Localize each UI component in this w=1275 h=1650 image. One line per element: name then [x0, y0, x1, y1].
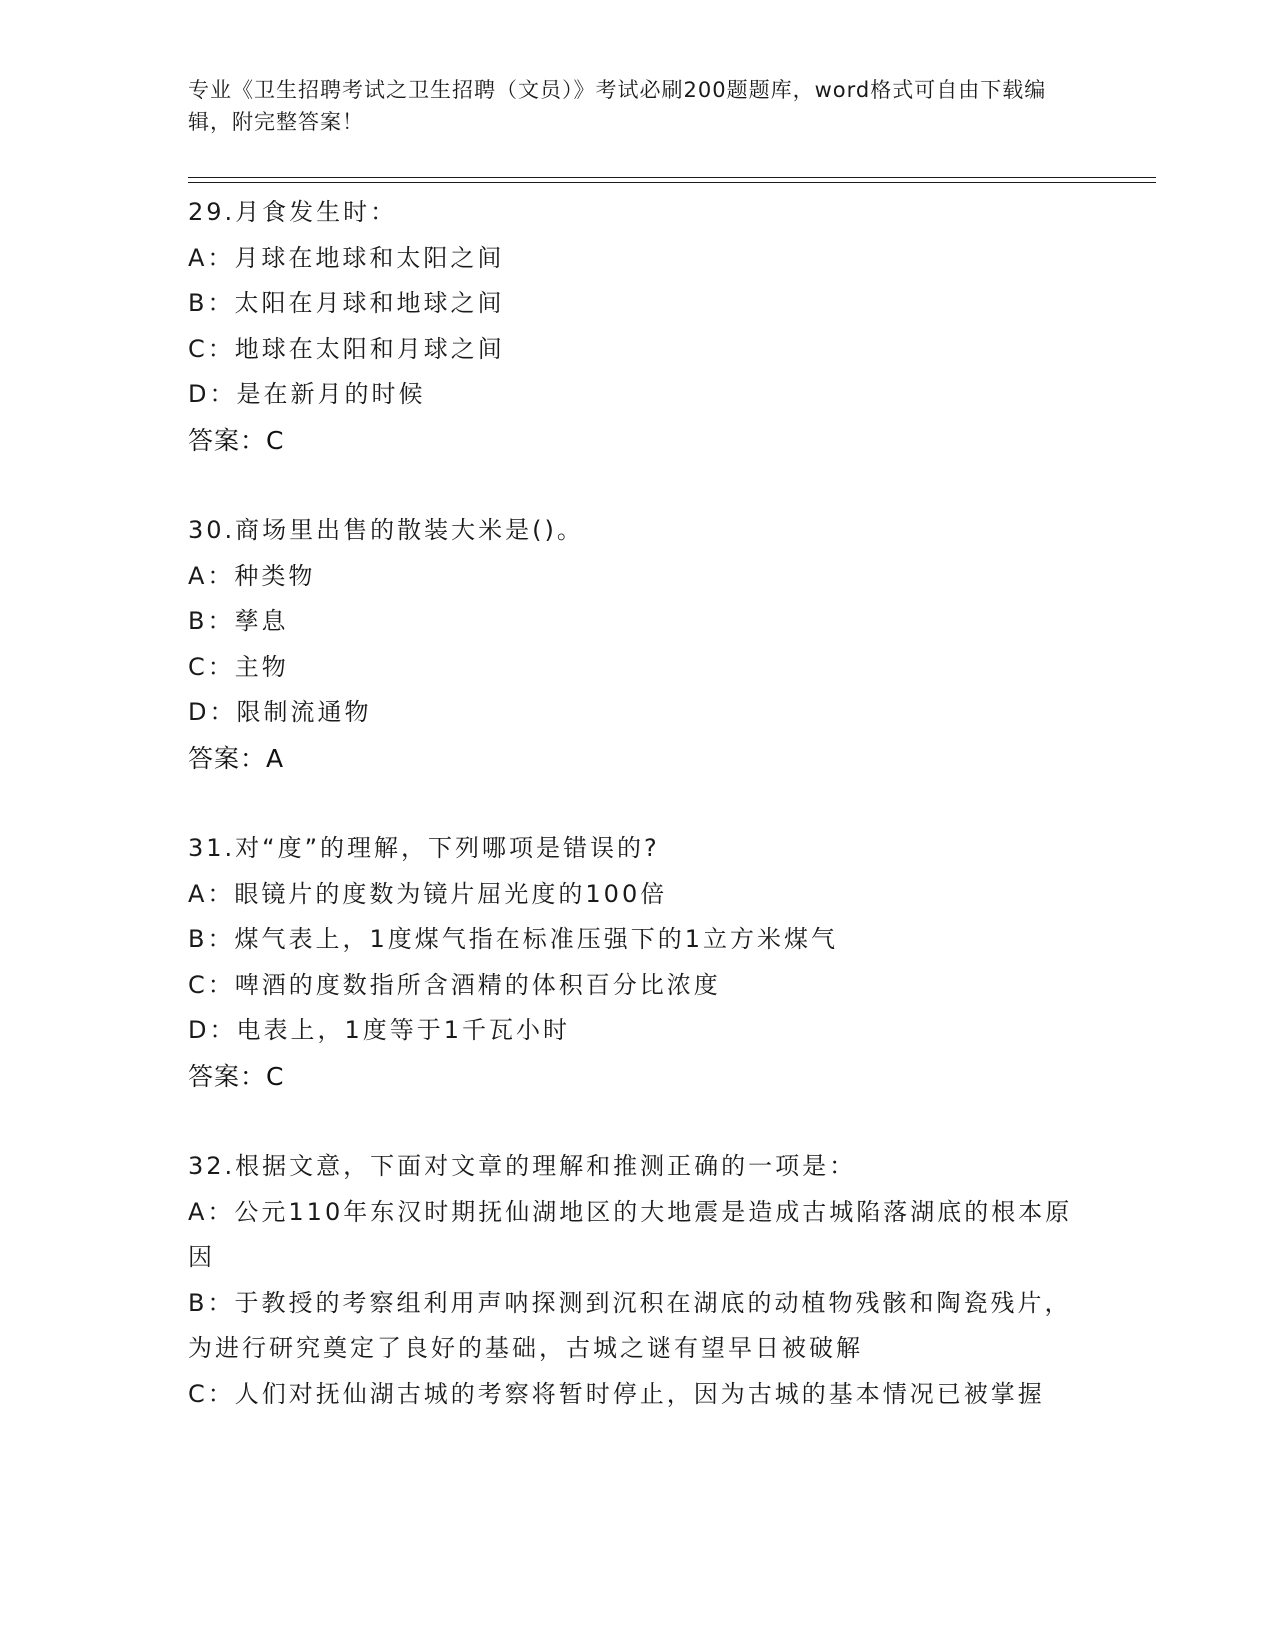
option-a: A：眼镜片的度数为镜片屈光度的100倍 [188, 879, 668, 908]
option-c: C：人们对抚仙湖古城的考察将暂时停止，因为古城的基本情况已被掌握 [188, 1379, 1045, 1408]
header-rule-top [188, 177, 1156, 178]
option-a: A：种类物 [188, 561, 316, 590]
header-rule-bottom [188, 182, 1156, 183]
answer-label: 答案：C [188, 1061, 285, 1091]
option-d: D：是在新月的时候 [188, 380, 426, 408]
question-stem: 31.对“度”的理解，下列哪项是错误的? [188, 834, 660, 862]
option-a: A：月球在地球和太阳之间 [188, 243, 505, 272]
answer-label: 答案：A [188, 743, 285, 773]
question-30 [188, 508, 1078, 781]
question-32 [188, 1144, 1078, 1417]
option-a: A：公元110年东汉时期抚仙湖地区的大地震是造成古城陷落湖底的根本原因 [188, 1197, 1073, 1271]
question-list [188, 190, 1078, 1462]
question-29 [188, 190, 1078, 463]
option-b: B：于教授的考察组利用声呐探测到沉积在湖底的动植物残骸和陶瓷残片，为进行研究奠定了良好的基础，古城之谜有望早日被破解 [188, 1288, 1072, 1362]
document-header: 专业《卫生招聘考试之卫生招聘（文员）》考试必刷200题题库，word格式可自由下载编辑，附完整答案！ [188, 78, 1047, 134]
option-d: D：限制流通物 [188, 698, 372, 726]
option-c: C：主物 [188, 652, 289, 681]
question-stem: 30.商场里出售的散装大米是()。 [188, 516, 584, 544]
option-c: C：啤酒的度数指所含酒精的体积百分比浓度 [188, 970, 721, 999]
option-b: B：孳息 [188, 607, 289, 635]
answer-label: 答案：C [188, 425, 285, 455]
question-stem: 32.根据文意，下面对文章的理解和推测正确的一项是： [188, 1152, 857, 1180]
option-b: B：太阳在月球和地球之间 [188, 289, 505, 317]
question-31 [188, 826, 1078, 1099]
option-c: C：地球在太阳和月球之间 [188, 334, 505, 363]
question-stem: 29.月食发生时： [188, 198, 398, 226]
option-b: B：煤气表上，1度煤气指在标准压强下的1立方米煤气 [188, 925, 839, 953]
option-d: D：电表上，1度等于1千瓦小时 [188, 1016, 571, 1044]
